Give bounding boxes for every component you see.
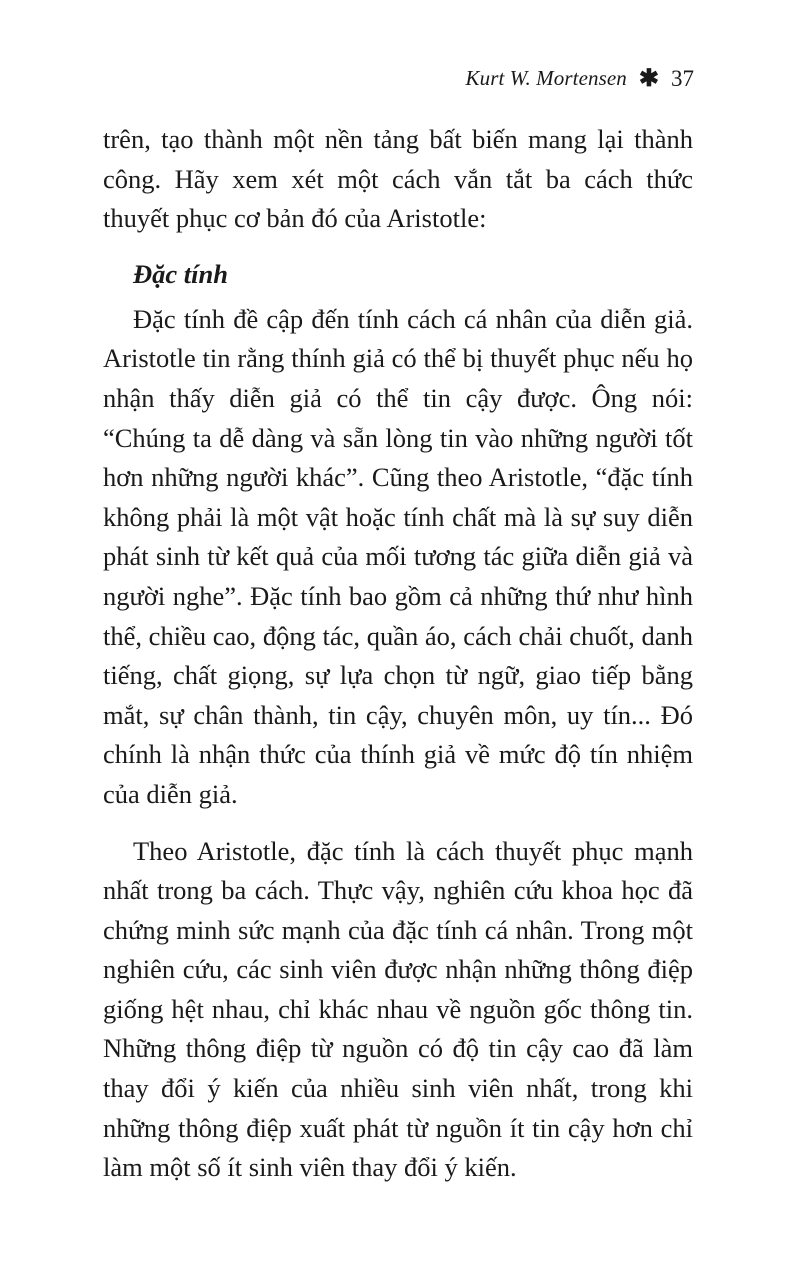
intro-paragraph: trên, tạo thành một nền tảng bất biến mang lại thành công. Hãy xem xét một cách vắn tắt ba cách thức thuyết phục cơ bản đó của Aristotle: <box>103 124 693 234</box>
paragraph-ethos-research: Theo Aristotle, đặc tính là cách thuyết phục mạnh nhất trong ba cách. Thực vậy, nghiên cứu khoa học đã chứng minh sức mạnh của đặc tính cá nhân. Trong một nghiên cứu, các sinh viên được nhận những thông điệp giống hệt nhau, chỉ khác nhau về nguồn gốc thông tin. Những thông điệp từ nguồn có độ tin cậy cao đã làm thay đổi ý kiến của nhiều sinh viên nhất, trong khi những thông điệp xuất phát từ nguồn ít tin cậy hơn chỉ làm một số ít sinh viên thay đổi ý kiến. <box>103 835 693 1183</box>
running-header <box>466 66 694 90</box>
page-body <box>103 120 693 1188</box>
asterisk-separator-icon: ✱ <box>638 66 659 92</box>
section-heading: Đặc tính <box>133 258 228 289</box>
paragraph-ethos-definition: Đặc tính đề cập đến tính cách cá nhân của diễn giả. Aristotle tin rằng thính giả có thể bị thuyết phục nếu họ nhận thấy diễn giả có thể tin cậy được. Ông nói: “Chúng ta dễ dàng và sẵn lòng tin vào những người tốt hơn những người khác”. Cũng theo Aristotle, “đặc tính không phải là một vật hoặc tính chất mà là sự suy diễn phát sinh từ kết quả của mối tương tác giữa diễn giả và người nghe”. Đặc tính bao gồm cả những thứ như hình thể, chiều cao, động tác, quần áo, cách chải chuốt, danh tiếng, chất giọng, sự lựa chọn từ ngữ, giao tiếp bằng mắt, sự chân thành, tin cậy, chuyên môn, uy tín... Đó chính là nhận thức của thính giả về mức độ tín nhiệm của diễn giả. <box>103 303 693 809</box>
page-number: 37 <box>671 65 694 91</box>
header-author: Kurt W. Mortensen <box>465 65 627 90</box>
